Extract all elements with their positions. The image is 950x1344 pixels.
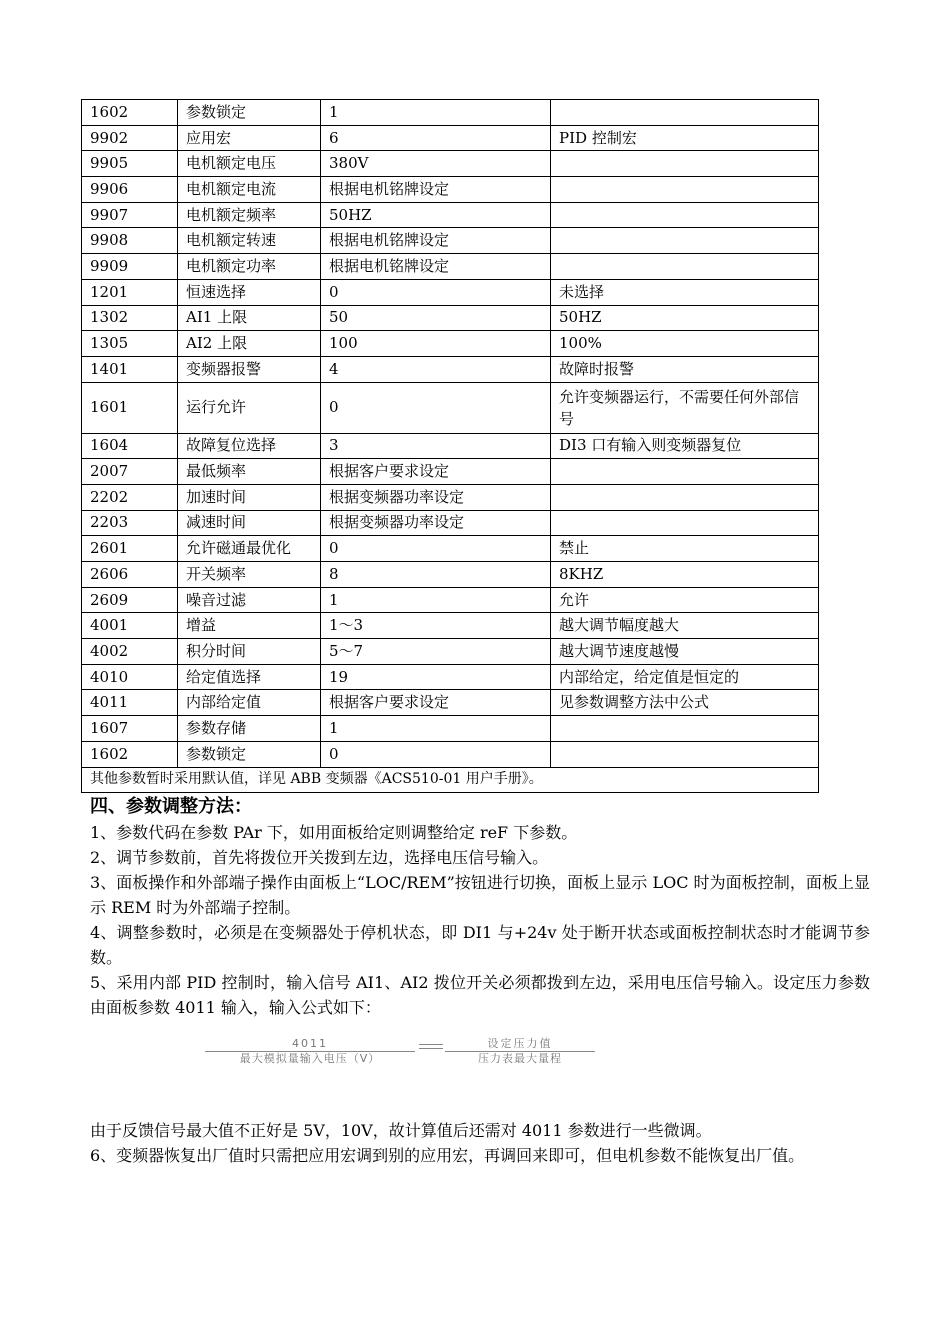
param-name-cell: AI2 上限 xyxy=(178,331,321,357)
formula-left-numerator: 4011 xyxy=(205,1036,415,1052)
param-name-cell: 加速时间 xyxy=(178,484,321,510)
param-name-cell: 给定值选择 xyxy=(178,664,321,690)
param-note-cell: 8KHZ xyxy=(551,562,819,588)
table-row xyxy=(82,741,819,767)
param-value-cell: 4 xyxy=(321,356,551,382)
param-code-cell: 2202 xyxy=(82,484,178,510)
param-code-cell: 2601 xyxy=(82,536,178,562)
param-value-cell: 0 xyxy=(321,279,551,305)
param-code-cell: 9909 xyxy=(82,254,178,280)
param-code-cell: 9908 xyxy=(82,228,178,254)
parameter-table-body xyxy=(82,100,819,768)
param-note-cell xyxy=(551,254,819,280)
param-note-cell: 未选择 xyxy=(551,279,819,305)
table-row xyxy=(82,279,819,305)
param-note-cell: DI3 口有输入则变频器复位 xyxy=(551,433,819,459)
formula-image xyxy=(205,1036,605,1070)
table-row xyxy=(82,254,819,280)
after-formula-notes xyxy=(90,1118,870,1168)
param-value-cell: 1 xyxy=(321,716,551,742)
param-note-cell: 50HZ xyxy=(551,305,819,331)
table-row xyxy=(82,536,819,562)
param-code-cell: 9905 xyxy=(82,151,178,177)
param-value-cell: 根据客户要求设定 xyxy=(321,459,551,485)
method-item-5: 5、采用内部 PID 控制时，输入信号 AI1、AI2 拨位开关必须都拨到左边，采用电压信号输入。设定压力参数由面板参数 4011 输入，输入公式如下： xyxy=(90,973,870,1017)
param-name-cell: 积分时间 xyxy=(178,639,321,665)
param-name-cell: AI1 上限 xyxy=(178,305,321,331)
table-row xyxy=(82,331,819,357)
param-note-cell: 100% xyxy=(551,331,819,357)
param-code-cell: 1602 xyxy=(82,100,178,126)
param-note-cell: 越大调节速度越慢 xyxy=(551,639,819,665)
table-row xyxy=(82,639,819,665)
param-code-cell: 4010 xyxy=(82,664,178,690)
param-code-cell: 1604 xyxy=(82,433,178,459)
formula-right-denominator: 压力表最大量程 xyxy=(478,1052,562,1065)
calibration-note: 由于反馈信号最大值不正好是 5V，10V，故计算值后还需对 4011 参数进行一些微调。 xyxy=(90,1121,712,1140)
param-value-cell: 6 xyxy=(321,125,551,151)
param-value-cell: 根据变频器功率设定 xyxy=(321,510,551,536)
table-row xyxy=(82,459,819,485)
param-name-cell: 内部给定值 xyxy=(178,690,321,716)
param-name-cell: 故障复位选择 xyxy=(178,433,321,459)
param-value-cell: 根据客户要求设定 xyxy=(321,690,551,716)
table-row xyxy=(82,356,819,382)
param-code-cell: 1305 xyxy=(82,331,178,357)
param-note-cell xyxy=(551,100,819,126)
param-name-cell: 噪音过滤 xyxy=(178,587,321,613)
table-row xyxy=(82,382,819,433)
param-value-cell: 1～3 xyxy=(321,613,551,639)
param-name-cell: 参数锁定 xyxy=(178,741,321,767)
param-code-cell: 2606 xyxy=(82,562,178,588)
param-code-cell: 1401 xyxy=(82,356,178,382)
param-name-cell: 运行允许 xyxy=(178,382,321,433)
table-row xyxy=(82,510,819,536)
formula-left-fraction xyxy=(205,1036,415,1066)
param-note-cell: 禁止 xyxy=(551,536,819,562)
section-heading: 四、参数调整方法： xyxy=(90,796,252,817)
parameter-table xyxy=(81,99,819,793)
method-item-4: 4、调整参数时，必须是在变频器处于停机状态，即 DI1 与+24v 处于断开状态或面板控制状态时才能调节参数。 xyxy=(90,923,870,967)
table-row xyxy=(82,716,819,742)
table-row xyxy=(82,305,819,331)
param-name-cell: 变频器报警 xyxy=(178,356,321,382)
param-note-cell xyxy=(551,202,819,228)
table-row xyxy=(82,613,819,639)
method-item-1: 1、参数代码在参数 PAr 下，如用面板给定则调整给定 reF 下参数。 xyxy=(90,823,578,842)
table-row xyxy=(82,587,819,613)
param-code-cell: 2609 xyxy=(82,587,178,613)
param-value-cell: 5～7 xyxy=(321,639,551,665)
param-note-cell xyxy=(551,484,819,510)
param-value-cell: 0 xyxy=(321,741,551,767)
formula-right-numerator: 设定压力值 xyxy=(445,1036,595,1052)
param-note-cell: PID 控制宏 xyxy=(551,125,819,151)
param-name-cell: 参数锁定 xyxy=(178,100,321,126)
param-note-cell xyxy=(551,716,819,742)
param-note-cell: 允许变频器运行，不需要任何外部信号 xyxy=(551,382,819,433)
param-name-cell: 参数存储 xyxy=(178,716,321,742)
param-code-cell: 9902 xyxy=(82,125,178,151)
param-note-cell xyxy=(551,177,819,203)
param-note-cell xyxy=(551,459,819,485)
param-name-cell: 应用宏 xyxy=(178,125,321,151)
table-row xyxy=(82,202,819,228)
param-value-cell: 根据电机铭牌设定 xyxy=(321,254,551,280)
param-note-cell: 允许 xyxy=(551,587,819,613)
param-code-cell: 1602 xyxy=(82,741,178,767)
param-name-cell: 最低频率 xyxy=(178,459,321,485)
param-name-cell: 电机额定电流 xyxy=(178,177,321,203)
formula-right-fraction xyxy=(445,1036,595,1066)
method-item-3: 3、面板操作和外部端子操作由面板上“LOC/REM”按钮进行切换，面板上显示 LOC 时为面板控制，面板上显示 REM 时为外部端子控制。 xyxy=(90,873,870,917)
param-name-cell: 开关频率 xyxy=(178,562,321,588)
param-value-cell: 1 xyxy=(321,100,551,126)
param-code-cell: 4001 xyxy=(82,613,178,639)
param-code-cell: 1601 xyxy=(82,382,178,433)
param-note-cell: 故障时报警 xyxy=(551,356,819,382)
param-value-cell: 50HZ xyxy=(321,202,551,228)
table-row xyxy=(82,100,819,126)
param-name-cell: 电机额定转速 xyxy=(178,228,321,254)
param-note-cell: 内部给定，给定值是恒定的 xyxy=(551,664,819,690)
table-row xyxy=(82,125,819,151)
table-row xyxy=(82,433,819,459)
param-value-cell: 0 xyxy=(321,536,551,562)
param-value-cell: 1 xyxy=(321,587,551,613)
formula-left-denominator: 最大模拟量输入电压（V） xyxy=(239,1052,381,1065)
param-value-cell: 8 xyxy=(321,562,551,588)
param-name-cell: 电机额定功率 xyxy=(178,254,321,280)
param-code-cell: 4002 xyxy=(82,639,178,665)
table-row xyxy=(82,151,819,177)
param-code-cell: 1302 xyxy=(82,305,178,331)
param-code-cell: 1201 xyxy=(82,279,178,305)
param-name-cell: 电机额定频率 xyxy=(178,202,321,228)
param-code-cell: 4011 xyxy=(82,690,178,716)
param-name-cell: 电机额定电压 xyxy=(178,151,321,177)
param-note-cell: 见参数调整方法中公式 xyxy=(551,690,819,716)
param-value-cell: 根据变频器功率设定 xyxy=(321,484,551,510)
method-item-6: 6、变频器恢复出厂值时只需把应用宏调到别的应用宏，再调回来即可，但电机参数不能恢复出厂值。 xyxy=(90,1146,805,1165)
table-row xyxy=(82,690,819,716)
table-row xyxy=(82,562,819,588)
table-footnote-row xyxy=(82,767,819,793)
param-name-cell: 减速时间 xyxy=(178,510,321,536)
param-value-cell: 根据电机铭牌设定 xyxy=(321,228,551,254)
param-value-cell: 根据电机铭牌设定 xyxy=(321,177,551,203)
adjustment-method-section xyxy=(90,794,870,1020)
param-value-cell: 100 xyxy=(321,331,551,357)
table-row xyxy=(82,484,819,510)
param-value-cell: 50 xyxy=(321,305,551,331)
table-footnote: 其他参数暂时采用默认值，详见 ABB 变频器《ACS510-01 用户手册》。 xyxy=(82,767,819,793)
param-note-cell xyxy=(551,741,819,767)
param-value-cell: 3 xyxy=(321,433,551,459)
param-note-cell: 越大调节幅度越大 xyxy=(551,613,819,639)
param-name-cell: 允许磁通最优化 xyxy=(178,536,321,562)
param-note-cell xyxy=(551,228,819,254)
param-note-cell xyxy=(551,151,819,177)
table-row xyxy=(82,664,819,690)
param-value-cell: 19 xyxy=(321,664,551,690)
param-name-cell: 增益 xyxy=(178,613,321,639)
param-name-cell: 恒速选择 xyxy=(178,279,321,305)
formula-equals-sign xyxy=(419,1044,443,1050)
method-item-2: 2、调节参数前，首先将拨位开关拨到左边，选择电压信号输入。 xyxy=(90,848,549,867)
param-code-cell: 9906 xyxy=(82,177,178,203)
table-row xyxy=(82,177,819,203)
param-note-cell xyxy=(551,510,819,536)
param-code-cell: 2007 xyxy=(82,459,178,485)
param-value-cell: 0 xyxy=(321,382,551,433)
param-value-cell: 380V xyxy=(321,151,551,177)
param-code-cell: 1607 xyxy=(82,716,178,742)
param-code-cell: 2203 xyxy=(82,510,178,536)
table-row xyxy=(82,228,819,254)
param-code-cell: 9907 xyxy=(82,202,178,228)
